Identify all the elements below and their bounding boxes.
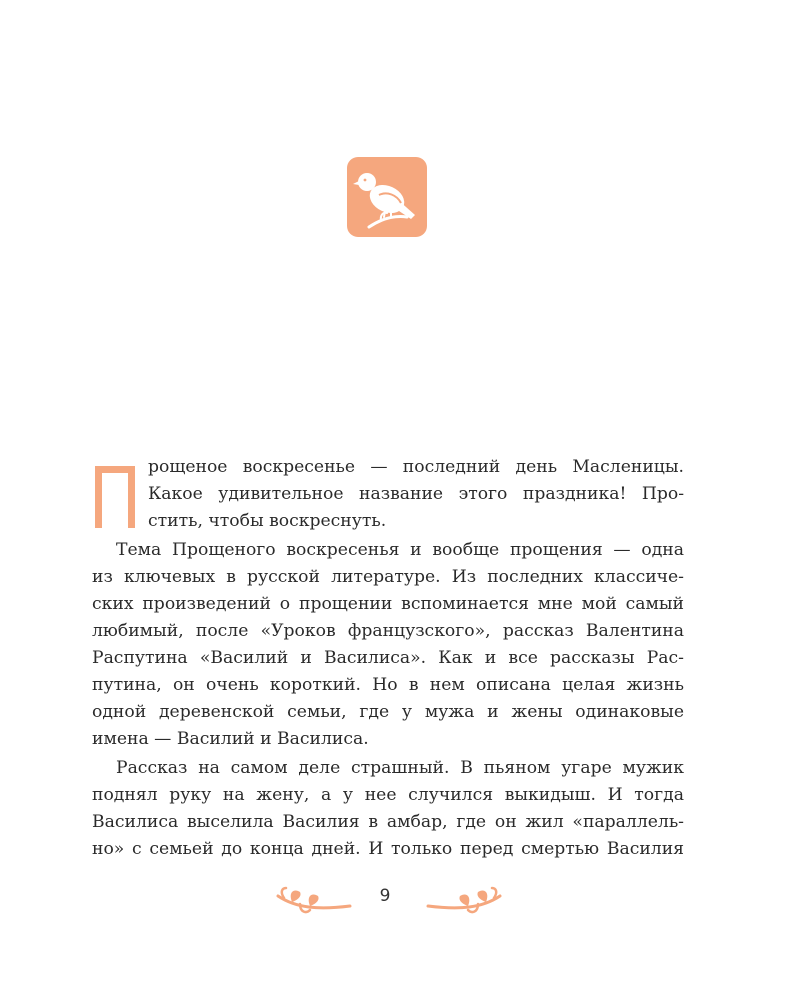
text-line: путина, он очень короткий. Но в нем описана целая жизнь <box>92 675 684 695</box>
text-line: ских произведений о прощении вспоминается мне мой самый <box>92 594 684 614</box>
paragraph <box>92 755 684 863</box>
text-line: Распутина «Василий и Василиса». Как и все рассказы Рас- <box>92 648 684 668</box>
text-line: Какое удивительное название этого праздника! Про- <box>148 484 684 504</box>
page-footer <box>0 880 800 920</box>
bird-icon <box>347 157 427 237</box>
paragraph <box>92 454 684 535</box>
text-line: из ключевых в русской литературе. Из последних классиче- <box>92 567 684 587</box>
text-line: стить, чтобы воскреснуть. <box>148 511 387 531</box>
paragraph <box>92 537 684 753</box>
text-line: одной деревенской семьи, где у мужа и жены одинаковые <box>92 702 684 722</box>
text-line: но» с семьей до конца дней. И только перед смертью Василия <box>92 839 684 859</box>
text-line: поднял руку на жену, а у нее случился выкидыш. И тогда <box>92 785 684 805</box>
vine-ornament-right-icon <box>424 882 504 916</box>
text-line: любимый, после «Уроков французского», рассказ Валентина <box>92 621 684 641</box>
text-line: Василиса выселила Василия в амбар, где он жил «параллель- <box>92 812 684 832</box>
page-number: 9 <box>379 886 391 906</box>
text-line: имена — Василий и Василиса. <box>92 729 369 749</box>
text-line: Тема Прощеного воскресенья и вообще прощения — одна <box>116 540 684 560</box>
text-line: Рассказ на самом деле страшный. В пьяном угаре мужик <box>116 758 684 778</box>
body-text <box>92 454 684 863</box>
text-line: рощеное воскресенье — последний день Масленицы. <box>148 457 684 477</box>
bird-silhouette <box>347 157 427 237</box>
vine-ornament-left-icon <box>274 882 354 916</box>
